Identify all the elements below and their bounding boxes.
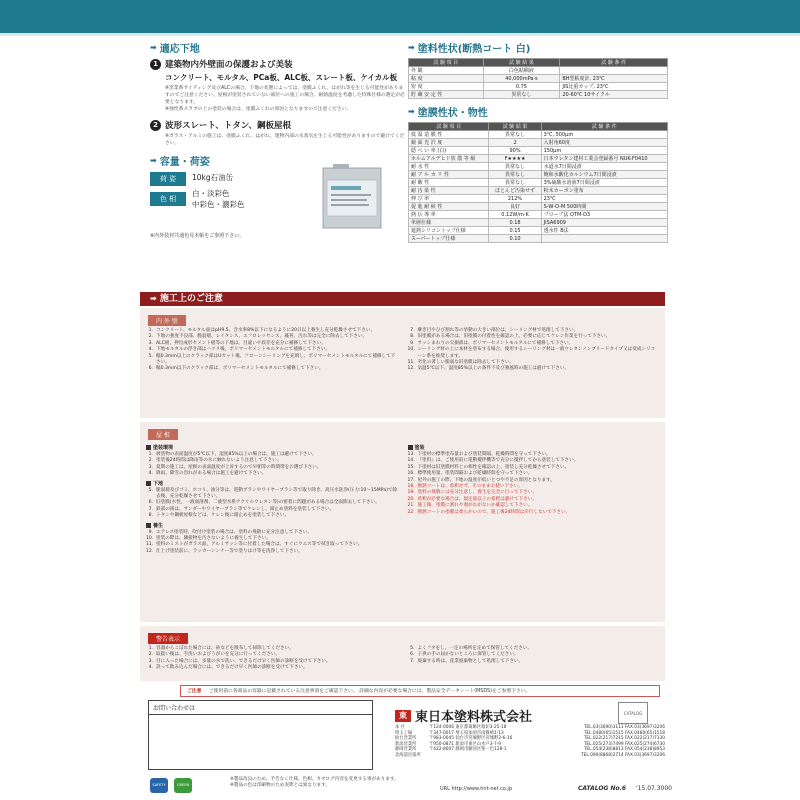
branch-row: 静岡営業所 〒422-8007 静岡市駿河区聖一色128-1 TEL.054(238)8813 FAX.054(238)8953 [395, 747, 665, 753]
header-band-line [0, 33, 800, 36]
table-row [409, 219, 668, 227]
table-row [409, 227, 668, 235]
table-cell: 0.10 [489, 235, 541, 243]
table-cell: プローブ法 QTM-D3 [541, 211, 667, 219]
caution-text: ご使用前に各商品の容器に記載されている注意事項をご確認下さい。 詳細な内容が必要な場合には、製品安全データシート(MSDS)をご参照下さい。 [208, 689, 531, 694]
table-cell [560, 67, 668, 75]
square-bullet-icon [146, 523, 151, 528]
catalog-badge: CATALOG [618, 702, 648, 724]
roof-left-col [146, 442, 398, 555]
list-item: 9. サッシまわりの欠損部は、ポリマーセメントモルタルにて補修して下さい。 [410, 340, 574, 346]
table-cell: 低 温 造 膜 性 [409, 131, 489, 139]
walls-right-list [408, 328, 660, 373]
table-cell: 日本ウレタン建材工業会登録番号 NUK-F0410 [541, 155, 667, 163]
table-cell: 飽和水酸化カルシウム7日間浸漬 [541, 171, 667, 179]
table-cell: 促 進 耐 候 性 [409, 203, 489, 211]
list-item: 10. シーリング材の上に本材を塗布する場合、使用するシーリング材は一液ウレタンノンブリードタイプ又は変成シリコーン系を推奨します。 [407, 347, 656, 359]
list-item: 2. 塗装後24時間は降雨等の水に触れないよう注意して下さい。 [148, 458, 282, 464]
table-cell: 耐 ア ル カ リ 性 [409, 171, 489, 179]
list-item: 12. 仕上げ塗装前に、ラッカーシンナー等で塗りはけ等を洗浄して下さい。 [146, 548, 303, 554]
table-row [409, 235, 668, 243]
color-light: 白・淡彩色 [192, 189, 230, 198]
roof-tag: 屋 根 [148, 429, 178, 440]
list-item: 8. トタンや鋼板屋根などは、ケレン後に錆止めを塗装して下さい。 [148, 513, 290, 519]
table-cell: 隠 ぺ い 率 (白) [409, 147, 489, 155]
walls-tag: 内 外 壁 [148, 315, 186, 326]
table-cell: 3℃, 500μm [541, 131, 667, 139]
pack-row-color: 色 相 白・淡彩色 中彩色・濃彩色 [150, 188, 295, 210]
table-row [409, 187, 668, 195]
table-cell: 耐 汚 染 性 [409, 187, 489, 195]
table-row [409, 139, 668, 147]
list-item: 1. 被塗物の表面温度が5℃以下、湿度85%以上の場合は、施工は避けて下さい。 [148, 452, 317, 457]
table-cell: 150μm [541, 147, 667, 155]
list-item: 5. 幅0.3mm以上のクラック部はUカット後、フローンシーリングを充填し、ポリマーセメントモルタルにて補修して下さい。 [148, 353, 396, 366]
list-item: 2. 下地の強度不良部、脆弱層、レイタンス、エフロレッセンス、藻苔、汚れ等は完全に除去して下さい。 [148, 334, 368, 340]
table-cell: 3%硫酸水溶液7日間浸漬 [541, 179, 667, 187]
table-cell: 単層仕様 [409, 219, 489, 227]
list-item: 5. 脆弱層及びゴミ、ホコリ、油分等は、電動ブラシやワイヤーブラシ等で取り除き、高圧水洗浄(圧力:10〜15MPa)で除去後、充分乾燥させて下さい。 [148, 487, 398, 500]
roof-sub-paint: 塗装 [408, 444, 660, 451]
branch-row: 本 社 〒124-0006 東京都葛飾区堀切3-25-18 TEL.03(3690)3111 FAX.03(3697)3206 [395, 725, 665, 730]
table-cell: 異常なし [489, 171, 541, 179]
list-item: 3. 目に入った場合には、多量の水で洗い、できるだけ早く医師の診断を受けて下さい。 [148, 658, 331, 664]
table-row [409, 147, 668, 155]
caution-label: ご注意 [187, 689, 202, 694]
table-cell: 異常なし [489, 163, 541, 171]
table-cell: 粉末カーボン塗布 [541, 187, 667, 195]
list-item: 12. 気温5℃以下、湿度85%以上の条件下及び強風時の施工は避けて下さい。 [407, 366, 570, 372]
safety-badge-icon: SAFETY [150, 778, 168, 793]
construction-bar: ➡ 施工上のご注意 [140, 292, 665, 306]
list-item: 20. 希釈が必要な場合は、規定量以上の希釈は避けて下さい。 [407, 496, 537, 502]
list-item: 15. 下塗材は旧塗膜材料との相性を確認の上、塗装し充分乾燥させて下さい。 [407, 464, 570, 470]
list-item: 22. 断熱コートの塗膜は柔らかいので、施工後24時間は歩行しないで下さい。 [407, 509, 571, 515]
branch-row: 新潟営業所 〒950-0871 新潟市東区山木戸3-7-9 TEL.025(273)7499 FAX.025(274)6730 [395, 741, 665, 747]
usage-section [150, 40, 405, 239]
film-props-heading: ➡ 塗膜性状・物性 [408, 107, 488, 119]
roof-sub-env: 塗装環境 [146, 444, 398, 451]
list-item: 6. 旧塗膜(水性、一液弱溶剤、二液型水系アクリルウレタン等)の密着に問題がある場合は全面除去して下さい。 [148, 500, 380, 506]
footer-note: ※製品改良のため、予告なく仕様、色相、カタログ内容を変更する事があります。 ※製品の色は印刷物のため実際とは異なります。 [230, 777, 399, 788]
table-row [409, 75, 668, 83]
usage-item-1-note: ※窯業系サイディング及びALCの場合、下地の状態によっては、塗膜ふくれ、はがれ等を生じる可能性がありますのでご注意ください。屋根が塗装されていない部位への施工の場合、耐熱温度を考慮した特殊仕様の選定が必要となります。 [165, 86, 405, 105]
warning-left-list [146, 646, 398, 672]
pack-row-form: 荷 姿 10kg石油缶 [150, 172, 295, 186]
usage-item-1-sub: コンクリート、モルタル、PCa板、ALC板、スレート板、ケイカル板 [165, 73, 398, 82]
table-cell: 90% [489, 147, 541, 155]
list-item: 11. 塗料のミストがガラス面、アルミサッシ等に付着した場合は、すぐにウエス等で拭き取って下さい。 [146, 542, 363, 548]
list-item: 6. 子供の手の届かないところに保管してください。 [410, 652, 519, 658]
table-row [409, 91, 668, 99]
list-item: 4. 降雨、降雪の恐れがある場合は施工を避けて下さい。 [148, 471, 267, 477]
list-item: 7. 廃棄する時は、産業廃棄物として処理して下さい。 [410, 658, 524, 664]
list-item: 18. 断熱コートは、希釈せず、そのままお使い下さい。 [407, 484, 523, 490]
table-row [409, 131, 668, 139]
walls-left-list [146, 328, 398, 373]
table-row [409, 203, 668, 211]
number-2-icon: 2 [150, 120, 161, 131]
list-item: 1. 容器からこぼれた場合には、砂などを散布して掃除してください。 [148, 646, 294, 651]
table-cell: 耐 水 性 [409, 163, 489, 171]
usage-item-2: 2 波形スレート、トタン、鋼板屋根 [150, 119, 405, 131]
roof-env-list [146, 452, 398, 478]
list-item: 5. よくフタをし、一定の場所を定めて保管してください。 [410, 646, 533, 651]
table-row [409, 179, 668, 187]
table-cell: 密 度 [409, 83, 484, 91]
usage-item-1: 1 建築物内外壁面の保護および美装 [150, 58, 405, 70]
list-item: 8. 旧塗膜がある場合は、旧塗膜の付着性を確認の上、必要に応じてケレン作業を行って下さい。 [410, 334, 611, 340]
eco-badges [150, 778, 192, 793]
table-cell: 0.12W/m·K [489, 211, 541, 219]
list-item: 7. 継ぎ目やひび割れ等の挙動の大きい部位は、シーリング材で処理して下さい。 [410, 328, 579, 333]
usage-item-2-note: ※ガラス・アルミの施工は、塗膜ふくれ、はがれ、建物内部の水蒸気を生じる可能性がありますので避けてください。 [165, 134, 405, 146]
arrow-right-icon: ➡ [408, 107, 415, 116]
branch-list [395, 725, 665, 759]
pack-note: ※内外装材共通色見本帳をご参照下さい。 [150, 233, 245, 239]
roof-right-col [408, 442, 660, 555]
list-item: 1. コンクリート、モルタル面はpH9.5、含水率8%以下になるように20日以上養生し充分乾燥させて下さい。 [148, 328, 376, 333]
roof-box [140, 422, 665, 622]
branch-row: 北海道出張所 TEL.090(8868)2714 FAX.03(3697)3206 [395, 752, 665, 758]
table-cell: 異常なし [489, 179, 541, 187]
warning-right-list [408, 646, 660, 672]
list-item: 9. エアレス塗装時、吹付け塗装の場合は、塗料の飛散に充分注意して下さい。 [148, 529, 312, 535]
paint-props-heading: ➡ 塗料性状(断熱コート 白) [408, 43, 531, 55]
table-cell: JIS比重カップ, 23℃ [560, 83, 668, 91]
list-item: 3. 夏期の施工は、屋根の表面温度が上昇するので早朝等の時間帯をお選び下さい。 [148, 464, 322, 470]
list-item: 10. 塗装の際は、隣接物を汚さないように養生して下さい。 [146, 536, 271, 542]
list-item: 4. 誤って飲み込んだ場合には、できるだけ早く医師の診断を受けて下さい。 [148, 665, 308, 671]
square-bullet-icon [408, 445, 413, 450]
properties-section [408, 40, 668, 243]
table-cell: 耐 酸 性 [409, 179, 489, 187]
film-props-table: 試 験 項 目 試 験 結 果 試 験 条 件 低 温 造 膜 性 異常なし 3℃, 500μm 鏡 面 光 沢 度 2 入射角60度 隠 ぺ い 率 (白) 90% 150μm ホルムアルデヒド放 散 等 級 F★★★★ 日本ウレタン建材工業会登録番号 NUK-F0410 耐 水 性 異常なし 水道水7日間浸漬 耐 ア ル カ リ 性 異常なし 飽和水酸化カルシウム7日間浸漬 耐 酸 性 異常なし 3%硫酸水溶液7日間浸漬 耐 汚 染 性 ほとんど汚染せず 粉末カーボン塗布 伸 び 率 212% 23℃ 促 進 耐 候 性 良好 S-W-O-M 500時間 熱 伝 導 率 0.12W/m·K プローブ法 QTM-D3 単層仕様 0.18 JISA6909 遮熱シリコントップ仕様 0.15 透水性 B法 スーパートップ仕様 0.10 [408, 122, 668, 243]
pack-table [150, 172, 295, 230]
table-cell: 20-60℃ 10サイクル [560, 91, 668, 99]
table-cell: 入射角60度 [541, 139, 667, 147]
table-cell: S-W-O-M 500時間 [541, 203, 667, 211]
table-cell: BH型粘度計, 23℃ [560, 75, 668, 83]
list-item: 6. 幅0.3mm以下のクラック部は、ポリマーセメントモルタルにて補修して下さい。 [148, 366, 324, 372]
table-cell: 遮熱シリコントップ仕様 [409, 227, 489, 235]
table-cell: ホルムアルデヒド放 散 等 級 [409, 155, 489, 163]
table-cell: 良好 [489, 203, 541, 211]
arrow-right-icon: ➡ [150, 43, 157, 52]
number-1-icon: 1 [150, 59, 161, 70]
table-cell: 212% [489, 195, 541, 203]
table-cell: 透水性 B法 [541, 227, 667, 235]
arrow-right-icon: ➡ [150, 294, 157, 303]
table-row [409, 195, 668, 203]
table-cell: 白色粘稠液 [483, 67, 560, 75]
table-row [409, 211, 668, 219]
catalog-number: CATALOG No.6 '15.07.3000 [578, 785, 673, 792]
list-item: 16. 標準使用量、塗装間隔および乾燥時間を守って下さい。 [407, 471, 533, 477]
roof-paint-list [408, 452, 660, 516]
list-item: 4. 下地モルタルの浮き部はハツリ後、ポリマーセメントモルタルにて補修して下さい。 [148, 347, 331, 353]
usage-item-1-note2: ※強性系スラブの上の塗装の場合は、塗膜ふくれの原因となりますので注意ください。 [165, 107, 352, 112]
website-url[interactable]: URL http://www.hnt-net.co.jp [440, 786, 512, 792]
table-cell: スーパートップ仕様 [409, 235, 489, 243]
table-row [409, 155, 668, 163]
walls-box [140, 308, 665, 418]
roof-sub-substrate: 下地 [146, 480, 398, 487]
roof-sub-cure: 養生 [146, 522, 398, 529]
color-dark: 中彩色・濃彩色 [192, 200, 245, 209]
table-cell: 粘 度 [409, 75, 484, 83]
table-cell: 貯 蔵 安 定 性 [409, 91, 484, 99]
list-item: 2. 取扱い後は、手洗いおよびうがいを充分に行ってください。 [148, 652, 281, 658]
table-cell: 2 [489, 139, 541, 147]
pack-heading: ➡ 容量・荷姿 [150, 156, 210, 168]
table-cell: 水道水7日間浸漬 [541, 163, 667, 171]
table-cell: 熱 伝 導 率 [409, 211, 489, 219]
table-cell: 伸 び 率 [409, 195, 489, 203]
list-item: 19. 塗料の飛散には充分注意し、養生を完全に行って下さい。 [407, 490, 537, 496]
square-bullet-icon [146, 445, 151, 450]
roof-cure-list [146, 530, 398, 556]
arrow-right-icon: ➡ [150, 156, 157, 165]
warning-box [140, 626, 665, 681]
table-cell [541, 235, 667, 243]
table-row [409, 171, 668, 179]
branch-row: 仙台営業所 〒983-0045 仙台市宮城野区宮城野2-6-16 TEL.022(217)7215 FAX.022(217)7130 [395, 736, 665, 742]
table-cell: 0.18 [489, 219, 541, 227]
table-cell: 異常なし [489, 131, 541, 139]
table-cell: JISA6909 [541, 219, 667, 227]
inquiry-box [148, 700, 373, 770]
green-badge-icon: GREEN [174, 778, 192, 793]
table-cell: 鏡 面 光 沢 度 [409, 139, 489, 147]
header-band [0, 0, 800, 33]
list-item: 11. 劣化の著しい脆弱な旧塗膜は除去して下さい。 [407, 360, 514, 366]
usage-heading: ➡ 適応下地 [150, 43, 200, 55]
list-item: 13. 下塗材の標準塗布量および塗装間隔、乾燥時間を守って下さい。 [407, 452, 551, 457]
list-item: 14. 『塗料』は、ご使用前に電動攪拌機等で充分に攪拌してから塗装して下さい。 [407, 458, 579, 464]
paint-props-table: 試 験 項 目 試 験 結 果 試 験 条 件 外 観 白色粘稠液 粘 度 40,000mPa·s BH型粘度計, 23℃ 密 度 0.75 JIS比重カップ, 23℃ 貯 蔵 安 定 性 異常なし 20-60℃ 10サイクル [408, 58, 668, 99]
table-cell: ほとんど汚染せず [489, 187, 541, 195]
caution-strip [180, 685, 660, 697]
table-row [409, 83, 668, 91]
list-item: 3. ALC板、押出成形セメント板等の下地は、目違いや段差を充分に補修して下さい。 [148, 340, 326, 346]
list-item: 21. 施工後、塗膜に割れや剥がれがないか確認して下さい。 [407, 503, 533, 509]
table-cell: 異常なし [483, 91, 560, 99]
table-cell: 0.15 [489, 227, 541, 235]
pack-block [150, 172, 405, 230]
company-name: 東 東日本塗料株式会社 [395, 706, 532, 725]
arrow-right-icon: ➡ [408, 43, 415, 52]
paint-can-image [313, 162, 391, 230]
square-bullet-icon [146, 481, 151, 486]
list-item: 17. 屋外の施工の際、下地の温度が低いとつや不足の原因となります。 [407, 477, 555, 483]
roof-substrate-list [146, 488, 398, 520]
list-item: 7. 鉄部の錆は、サンダーやワイヤーブラシ等でケレンし、錆止め塗料を塗装して下さい。 [148, 506, 335, 512]
table-cell: 外 観 [409, 67, 484, 75]
table-row [409, 67, 668, 75]
inquiry-title: お問い合わせは [149, 701, 372, 715]
table-cell: 23℃ [541, 195, 667, 203]
table-cell: 40,000mPa·s [483, 75, 560, 83]
table-cell: F★★★★ [489, 155, 541, 163]
table-row [409, 163, 668, 171]
company-logo-icon: 東 [395, 710, 411, 722]
branch-row: 埼玉工場 〒347-0017 埼玉県加須市南篠崎1-13 TEL.0480(65)1515 FAX.0480(65)1518 [395, 730, 665, 736]
table-cell: 0.75 [483, 83, 560, 91]
warning-tag: 警告表示 [148, 633, 188, 644]
